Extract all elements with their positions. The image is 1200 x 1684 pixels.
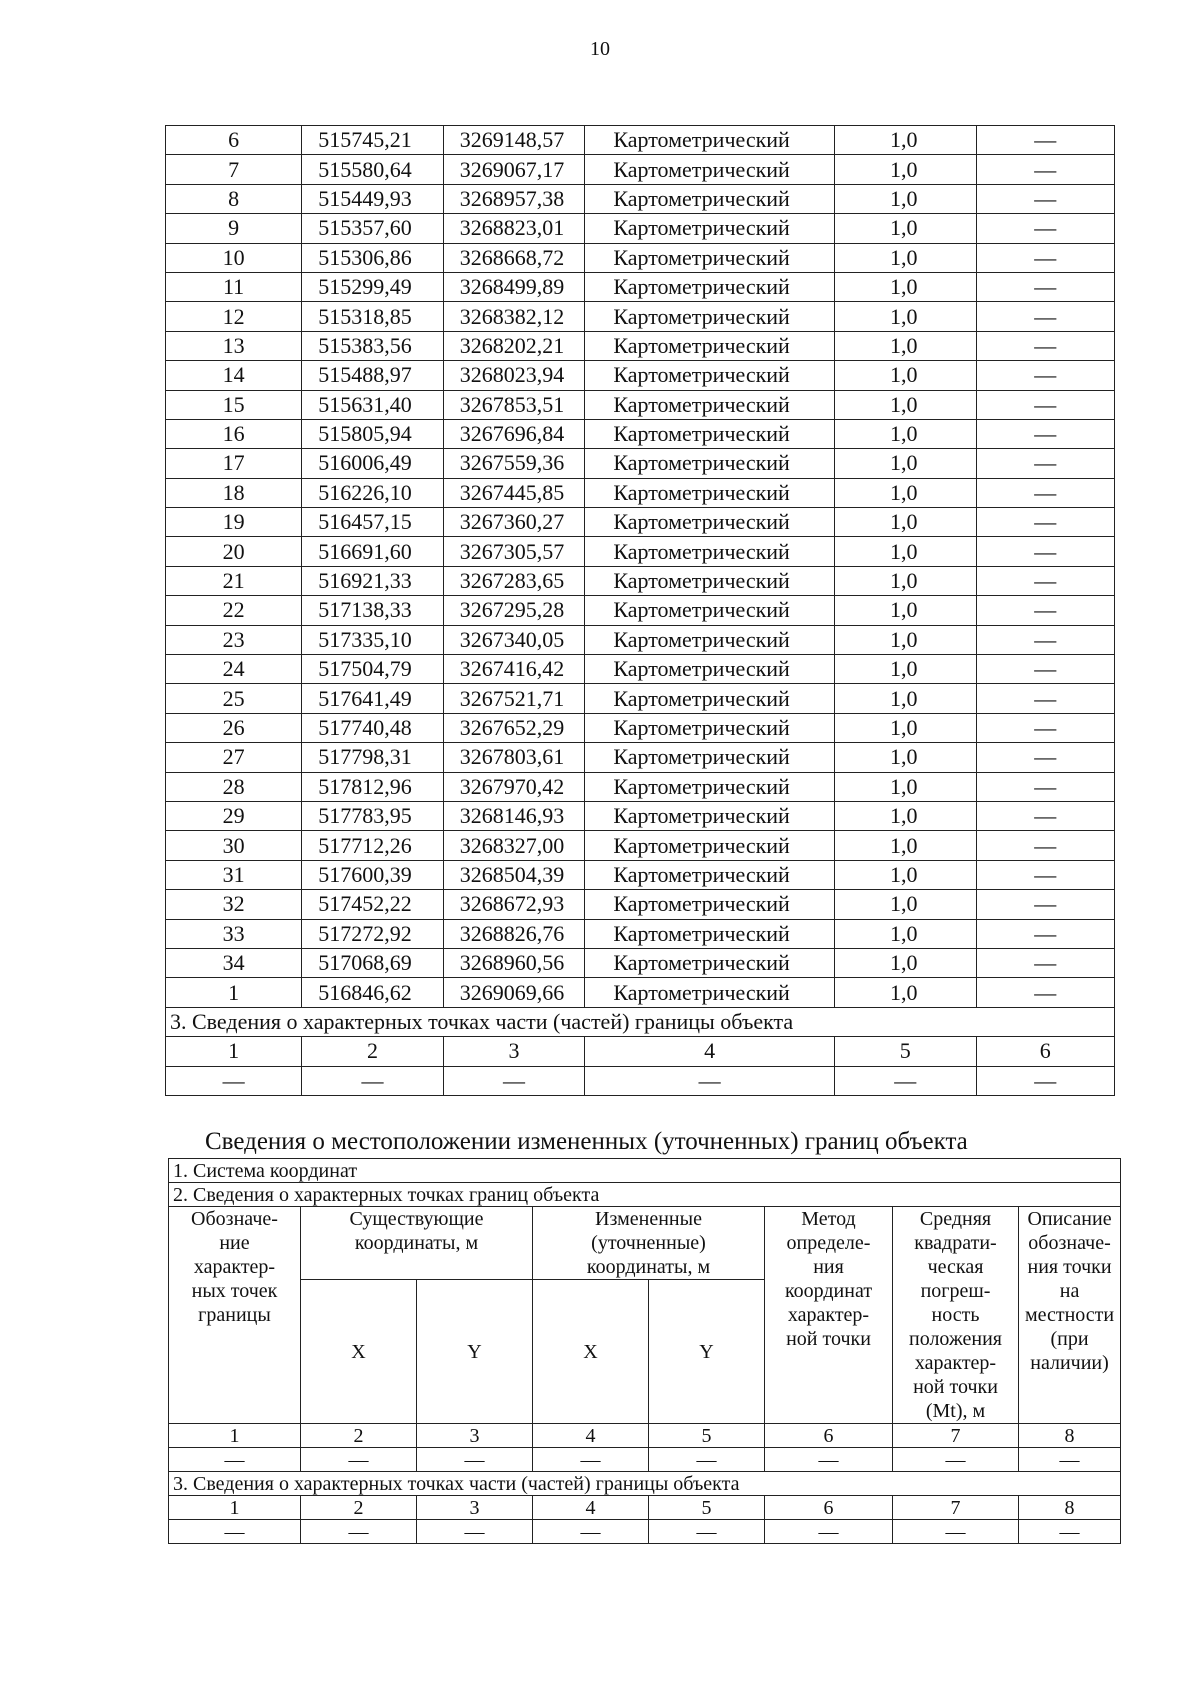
error-cell: 1,0 [835, 801, 977, 830]
error-cell: 1,0 [835, 625, 977, 654]
table-row [166, 831, 1115, 860]
table-row [166, 155, 1115, 184]
table-row [166, 919, 1115, 948]
coordinate-y: 3267696,84 [443, 419, 585, 448]
description-cell: — [976, 684, 1114, 713]
empty-cell: — [893, 1520, 1019, 1544]
empty-cell: — [443, 1066, 585, 1095]
point-number: 17 [166, 449, 302, 478]
error-cell: 1,0 [835, 390, 977, 419]
description-cell: — [976, 978, 1114, 1007]
error-cell: 1,0 [835, 331, 977, 360]
empty-cell: — [302, 1066, 444, 1095]
error-cell: 1,0 [835, 302, 977, 331]
point-number: 7 [166, 155, 302, 184]
changed-coordinates-header: Измененные (уточненные) координаты, м [533, 1207, 765, 1280]
coordinate-x: 515580,64 [302, 155, 444, 184]
table-row [166, 419, 1115, 448]
coordinate-y: 3268202,21 [443, 331, 585, 360]
method-cell: Картометрический [585, 361, 835, 390]
description-cell: — [976, 508, 1114, 537]
coordinate-x: 515357,60 [302, 214, 444, 243]
coordinate-x: 516921,33 [302, 566, 444, 595]
empty-cell: — [649, 1520, 765, 1544]
point-number: 25 [166, 684, 302, 713]
table-row [166, 978, 1115, 1007]
point-number: 11 [166, 272, 302, 301]
coordinate-y: 3268957,38 [443, 184, 585, 213]
coordinate-y: 3269069,66 [443, 978, 585, 1007]
error-cell: 1,0 [835, 508, 977, 537]
coordinate-x: 516226,10 [302, 478, 444, 507]
point-number: 34 [166, 948, 302, 977]
description-cell: — [976, 184, 1114, 213]
error-cell: 1,0 [835, 890, 977, 919]
empty-cell: — [417, 1520, 533, 1544]
coordinate-y: 3267559,36 [443, 449, 585, 478]
coordinate-x: 517504,79 [302, 655, 444, 684]
coordinate-y: 3267970,42 [443, 772, 585, 801]
table-row [166, 948, 1115, 977]
description-cell: — [976, 831, 1114, 860]
error-cell: 1,0 [835, 655, 977, 684]
method-header: Метод определе- ния координат характер- ной точки [765, 1207, 893, 1424]
coordinate-y: 3268960,56 [443, 948, 585, 977]
error-cell: 1,0 [835, 214, 977, 243]
point-number: 26 [166, 713, 302, 742]
error-cell: 1,0 [835, 449, 977, 478]
coordinate-y: 3268499,89 [443, 272, 585, 301]
method-cell: Картометрический [585, 331, 835, 360]
error-cell: 1,0 [835, 361, 977, 390]
description-cell: — [976, 449, 1114, 478]
coordinate-x: 517335,10 [302, 625, 444, 654]
method-cell: Картометрический [585, 684, 835, 713]
description-cell: — [976, 655, 1114, 684]
existing-x-header: X [301, 1280, 417, 1424]
column-number: 3 [417, 1496, 533, 1520]
error-cell: 1,0 [835, 243, 977, 272]
coordinate-x: 517068,69 [302, 948, 444, 977]
point-number: 9 [166, 214, 302, 243]
method-cell: Картометрический [585, 831, 835, 860]
empty-cell: — [169, 1520, 301, 1544]
point-number: 10 [166, 243, 302, 272]
part-points-empty-row [166, 1066, 1115, 1095]
column-number: 2 [301, 1496, 417, 1520]
coordinate-x: 515449,93 [302, 184, 444, 213]
coordinate-y: 3267360,27 [443, 508, 585, 537]
coordinate-x: 515745,21 [302, 126, 444, 155]
coordinate-y: 3268146,93 [443, 801, 585, 830]
column-number: 4 [533, 1496, 649, 1520]
empty-cell: — [765, 1448, 893, 1472]
part-points-section [166, 1007, 1115, 1095]
changed-boundaries-title: Сведения о местоположении измененных (уточненных) границ объекта [205, 1128, 968, 1155]
method-cell: Картометрический [585, 419, 835, 448]
empty-cell: — [169, 1448, 301, 1472]
point-number: 15 [166, 390, 302, 419]
table-row [166, 801, 1115, 830]
coordinate-system-label: 1. Система координат [169, 1159, 1121, 1183]
coordinate-y: 3267853,51 [443, 390, 585, 419]
description-cell: — [976, 390, 1114, 419]
empty-cell: — [1019, 1448, 1121, 1472]
method-cell: Картометрический [585, 713, 835, 742]
point-number: 1 [166, 978, 302, 1007]
table-row [166, 596, 1115, 625]
changed-y-header: Y [649, 1280, 765, 1424]
coordinate-x: 517812,96 [302, 772, 444, 801]
empty-cell: — [1019, 1520, 1121, 1544]
table-row [166, 243, 1115, 272]
column-number: 5 [649, 1496, 765, 1520]
method-cell: Картометрический [585, 272, 835, 301]
empty-cell: — [585, 1066, 835, 1095]
table-row [166, 390, 1115, 419]
description-cell: — [976, 243, 1114, 272]
coordinate-x: 515318,85 [302, 302, 444, 331]
description-cell: — [976, 419, 1114, 448]
table-row [166, 184, 1115, 213]
description-cell: — [976, 743, 1114, 772]
table-row [166, 537, 1115, 566]
method-cell: Картометрический [585, 478, 835, 507]
description-cell: — [976, 566, 1114, 595]
error-cell: 1,0 [835, 272, 977, 301]
method-cell: Картометрический [585, 655, 835, 684]
designation-header: Обозначе- ние характер- ных точек границы [169, 1207, 301, 1424]
coordinate-x: 515306,86 [302, 243, 444, 272]
error-cell: 1,0 [835, 743, 977, 772]
page-number: 10 [590, 38, 610, 60]
method-cell: Картометрический [585, 948, 835, 977]
error-cell: 1,0 [835, 419, 977, 448]
error-cell: 1,0 [835, 772, 977, 801]
column-number: 4 [533, 1424, 649, 1448]
error-cell: 1,0 [835, 184, 977, 213]
empty-cell: — [649, 1448, 765, 1472]
description-cell: — [976, 478, 1114, 507]
points-section-label: 2. Сведения о характерных точках границ объекта [169, 1183, 1121, 1207]
description-cell: — [976, 919, 1114, 948]
description-cell: — [976, 596, 1114, 625]
empty-cell: — [301, 1448, 417, 1472]
table-row [166, 508, 1115, 537]
method-cell: Картометрический [585, 625, 835, 654]
coordinate-y: 3268672,93 [443, 890, 585, 919]
coordinate-y: 3267445,85 [443, 478, 585, 507]
point-number: 23 [166, 625, 302, 654]
part-column-numbers [169, 1496, 1121, 1520]
coordinate-y: 3267521,71 [443, 684, 585, 713]
method-cell: Картометрический [585, 184, 835, 213]
method-cell: Картометрический [585, 508, 835, 537]
coordinate-y: 3267340,05 [443, 625, 585, 654]
description-cell: — [976, 126, 1114, 155]
table-row [166, 625, 1115, 654]
boundary-points-table [165, 125, 1115, 1096]
method-cell: Картометрический [585, 214, 835, 243]
method-cell: Картометрический [585, 243, 835, 272]
point-number: 8 [166, 184, 302, 213]
point-number: 19 [166, 508, 302, 537]
part-empty-row [169, 1520, 1121, 1544]
coordinate-y: 3268023,94 [443, 361, 585, 390]
column-number: 8 [1019, 1496, 1121, 1520]
point-number: 22 [166, 596, 302, 625]
error-cell: 1,0 [835, 566, 977, 595]
table-row [166, 713, 1115, 742]
coordinate-x: 517452,22 [302, 890, 444, 919]
description-cell: — [976, 948, 1114, 977]
coordinate-x: 517712,26 [302, 831, 444, 860]
point-number: 32 [166, 890, 302, 919]
method-cell: Картометрический [585, 126, 835, 155]
coordinate-y: 3269067,17 [443, 155, 585, 184]
error-cell: 1,0 [835, 537, 977, 566]
error-cell: 1,0 [835, 155, 977, 184]
part-points-section-title: 3. Сведения о характерных точках части (частей) границы объекта [166, 1007, 1115, 1036]
coordinate-x: 517272,92 [302, 919, 444, 948]
coordinate-y: 3268826,76 [443, 919, 585, 948]
coordinate-y: 3268382,12 [443, 302, 585, 331]
point-number: 28 [166, 772, 302, 801]
coordinate-x: 515488,97 [302, 361, 444, 390]
coordinate-y: 3269148,57 [443, 126, 585, 155]
empty-cell: — [976, 1066, 1114, 1095]
method-cell: Картометрический [585, 860, 835, 889]
table-row [166, 860, 1115, 889]
empty-cell: — [417, 1448, 533, 1472]
table-row [166, 302, 1115, 331]
coordinate-y: 3268823,01 [443, 214, 585, 243]
description-cell: — [976, 331, 1114, 360]
coordinate-y: 3267803,61 [443, 743, 585, 772]
description-cell: — [976, 361, 1114, 390]
error-header: Средняя квадрати- ческая погреш- ность положения характер- ной точки (Mt), м [893, 1207, 1019, 1424]
coordinate-x: 515805,94 [302, 419, 444, 448]
method-cell: Картометрический [585, 978, 835, 1007]
coordinate-x: 516006,49 [302, 449, 444, 478]
description-cell: — [976, 214, 1114, 243]
existing-coordinates-header: Существующие координаты, м [301, 1207, 533, 1280]
point-number: 21 [166, 566, 302, 595]
method-cell: Картометрический [585, 302, 835, 331]
point-number: 6 [166, 126, 302, 155]
error-cell: 1,0 [835, 831, 977, 860]
table-row [166, 272, 1115, 301]
method-cell: Картометрический [585, 919, 835, 948]
boundary-points-body [166, 126, 1115, 1008]
point-number: 12 [166, 302, 302, 331]
method-cell: Картометрический [585, 390, 835, 419]
description-cell: — [976, 801, 1114, 830]
coordinate-y: 3267295,28 [443, 596, 585, 625]
changes-empty-row [169, 1448, 1121, 1472]
column-number: 5 [835, 1037, 977, 1066]
coordinate-y: 3268504,39 [443, 860, 585, 889]
description-cell: — [976, 890, 1114, 919]
empty-cell: — [301, 1520, 417, 1544]
point-number: 30 [166, 831, 302, 860]
coordinate-x: 517600,39 [302, 860, 444, 889]
method-cell: Картометрический [585, 801, 835, 830]
empty-cell: — [765, 1520, 893, 1544]
description-header: Описание обозначе- ния точки на местности (при наличии) [1019, 1207, 1121, 1424]
point-number: 14 [166, 361, 302, 390]
column-number: 4 [585, 1037, 835, 1066]
column-number: 6 [976, 1037, 1114, 1066]
coordinate-y: 3268668,72 [443, 243, 585, 272]
column-number: 2 [301, 1424, 417, 1448]
column-number: 3 [417, 1424, 533, 1448]
table-row [166, 361, 1115, 390]
coordinate-y: 3268327,00 [443, 831, 585, 860]
method-cell: Картометрический [585, 537, 835, 566]
table-row [166, 684, 1115, 713]
empty-cell: — [533, 1448, 649, 1472]
method-cell: Картометрический [585, 449, 835, 478]
point-number: 27 [166, 743, 302, 772]
point-number: 16 [166, 419, 302, 448]
point-number: 33 [166, 919, 302, 948]
error-cell: 1,0 [835, 596, 977, 625]
coordinate-x: 517138,33 [302, 596, 444, 625]
column-number: 7 [893, 1424, 1019, 1448]
column-number: 7 [893, 1496, 1019, 1520]
column-number: 6 [765, 1496, 893, 1520]
error-cell: 1,0 [835, 948, 977, 977]
table-row [166, 126, 1115, 155]
error-cell: 1,0 [835, 713, 977, 742]
point-number: 13 [166, 331, 302, 360]
coordinate-x: 515383,56 [302, 331, 444, 360]
coordinate-x: 516691,60 [302, 537, 444, 566]
table-row [166, 655, 1115, 684]
table-row [166, 772, 1115, 801]
method-cell: Картометрический [585, 155, 835, 184]
coordinate-y: 3267652,29 [443, 713, 585, 742]
description-cell: — [976, 155, 1114, 184]
table-row [166, 331, 1115, 360]
table-row [166, 566, 1115, 595]
table-row [166, 743, 1115, 772]
coordinate-x: 516457,15 [302, 508, 444, 537]
coordinate-x: 515631,40 [302, 390, 444, 419]
coordinate-x: 515299,49 [302, 272, 444, 301]
coordinate-y: 3267416,42 [443, 655, 585, 684]
error-cell: 1,0 [835, 919, 977, 948]
changed-boundaries-table [168, 1158, 1121, 1544]
column-number: 3 [443, 1037, 585, 1066]
point-number: 20 [166, 537, 302, 566]
table-row [166, 214, 1115, 243]
description-cell: — [976, 537, 1114, 566]
column-number: 5 [649, 1424, 765, 1448]
changed-x-header: X [533, 1280, 649, 1424]
error-cell: 1,0 [835, 978, 977, 1007]
point-number: 24 [166, 655, 302, 684]
existing-y-header: Y [417, 1280, 533, 1424]
point-number: 29 [166, 801, 302, 830]
coordinate-y: 3267283,65 [443, 566, 585, 595]
description-cell: — [976, 772, 1114, 801]
empty-cell: — [533, 1520, 649, 1544]
coordinate-x: 517740,48 [302, 713, 444, 742]
description-cell: — [976, 302, 1114, 331]
method-cell: Картометрический [585, 890, 835, 919]
part-section-label: 3. Сведения о характерных точках части (частей) границы объекта [169, 1472, 1121, 1496]
empty-cell: — [166, 1066, 302, 1095]
column-number: 1 [169, 1496, 301, 1520]
point-number: 18 [166, 478, 302, 507]
coordinate-x: 516846,62 [302, 978, 444, 1007]
table-row [166, 890, 1115, 919]
column-number: 2 [302, 1037, 444, 1066]
coordinate-x: 517783,95 [302, 801, 444, 830]
description-cell: — [976, 272, 1114, 301]
method-cell: Картометрический [585, 566, 835, 595]
description-cell: — [976, 713, 1114, 742]
description-cell: — [976, 625, 1114, 654]
column-number: 1 [166, 1037, 302, 1066]
point-number: 31 [166, 860, 302, 889]
error-cell: 1,0 [835, 478, 977, 507]
empty-cell: — [835, 1066, 977, 1095]
table-row [166, 449, 1115, 478]
part-points-column-numbers [166, 1037, 1115, 1066]
column-number: 6 [765, 1424, 893, 1448]
description-cell: — [976, 860, 1114, 889]
error-cell: 1,0 [835, 684, 977, 713]
method-cell: Картометрический [585, 743, 835, 772]
method-cell: Картометрический [585, 596, 835, 625]
coordinate-x: 517641,49 [302, 684, 444, 713]
changes-column-numbers [169, 1424, 1121, 1448]
table-row [166, 478, 1115, 507]
method-cell: Картометрический [585, 772, 835, 801]
column-number: 1 [169, 1424, 301, 1448]
error-cell: 1,0 [835, 126, 977, 155]
error-cell: 1,0 [835, 860, 977, 889]
empty-cell: — [893, 1448, 1019, 1472]
coordinate-y: 3267305,57 [443, 537, 585, 566]
column-number: 8 [1019, 1424, 1121, 1448]
coordinate-x: 517798,31 [302, 743, 444, 772]
